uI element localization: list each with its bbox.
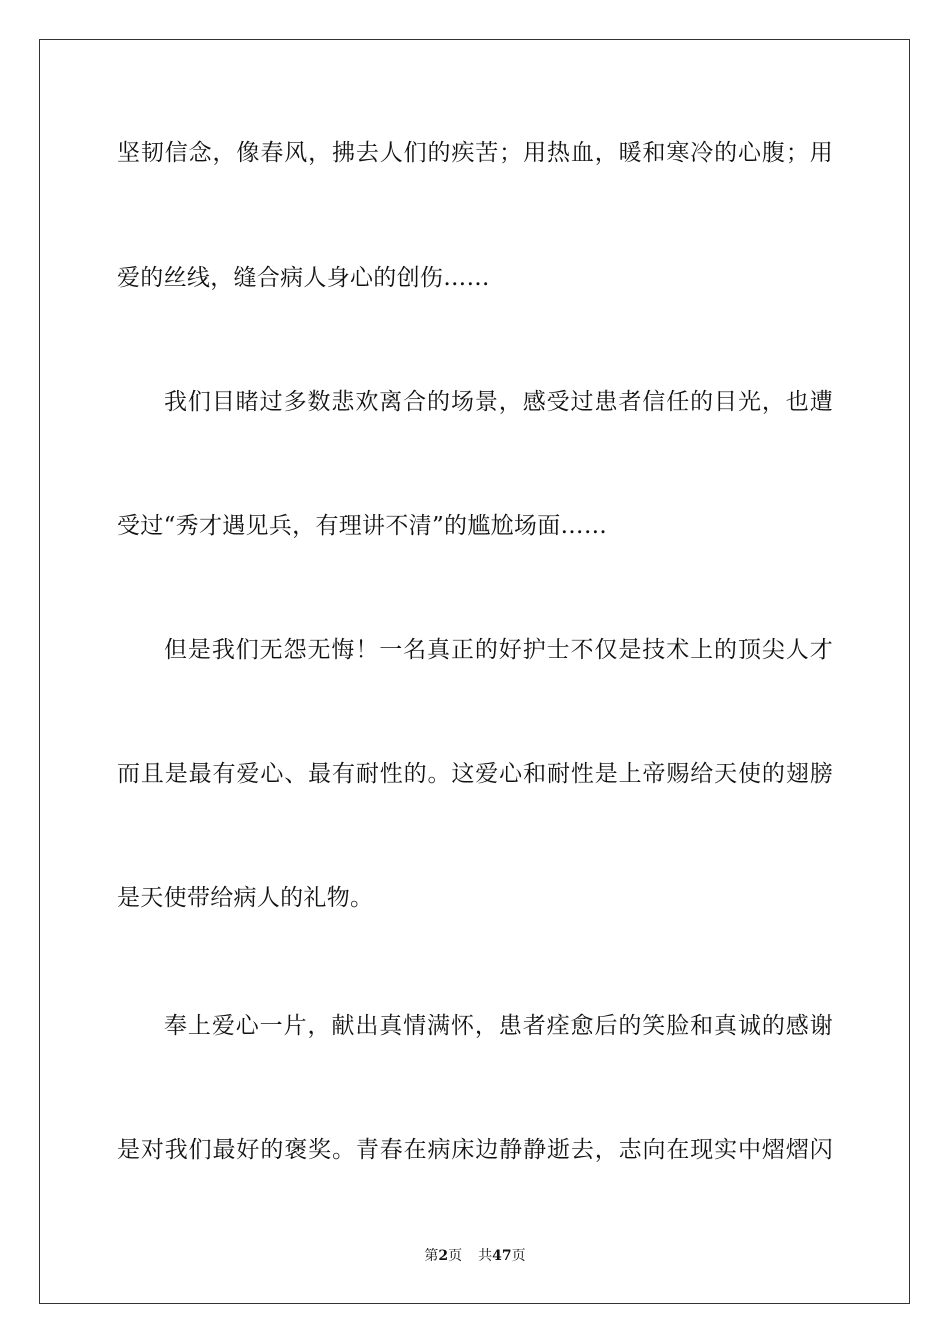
total-prefix: 共 [478, 1248, 493, 1264]
text-line-2: 爱的丝线，缝合病人身心的创伤…… [117, 265, 490, 291]
text-line-5: 但是我们无怨无悔！一名真正的好护士不仅是技术上的顶尖人才 [164, 637, 833, 663]
text-line-3: 我们目睹过多数悲欢离合的场景，感受过患者信任的目光，也遭 [164, 389, 833, 415]
total-pages: 47 [492, 1248, 512, 1264]
text-line-8: 奉上爱心一片，献出真情满怀，患者痊愈后的笑脸和真诚的感谢 [164, 1013, 833, 1039]
page-footer [0, 1246, 950, 1266]
page-suffix: 页 [448, 1248, 463, 1264]
text-line-6: 而且是最有爱心、最有耐性的。这爱心和耐性是上帝赐给天使的翅膀 [117, 761, 833, 787]
text-line-9: 是对我们最好的褒奖。青春在病床边静静逝去，志向在现实中熠熠闪 [117, 1137, 833, 1163]
text-line-1: 坚韧信念，像春风，拂去人们的疾苦；用热血，暖和寒冷的心腹；用 [117, 140, 833, 166]
text-line-7: 是天使带给病人的礼物。 [117, 885, 374, 911]
text-line-4: 受过“秀才遇见兵，有理讲不清”的尴尬场面…… [117, 513, 608, 539]
page-border [39, 39, 910, 1304]
total-suffix: 页 [511, 1248, 526, 1264]
page-prefix: 第 [424, 1248, 439, 1264]
page-number: 2 [438, 1248, 449, 1264]
